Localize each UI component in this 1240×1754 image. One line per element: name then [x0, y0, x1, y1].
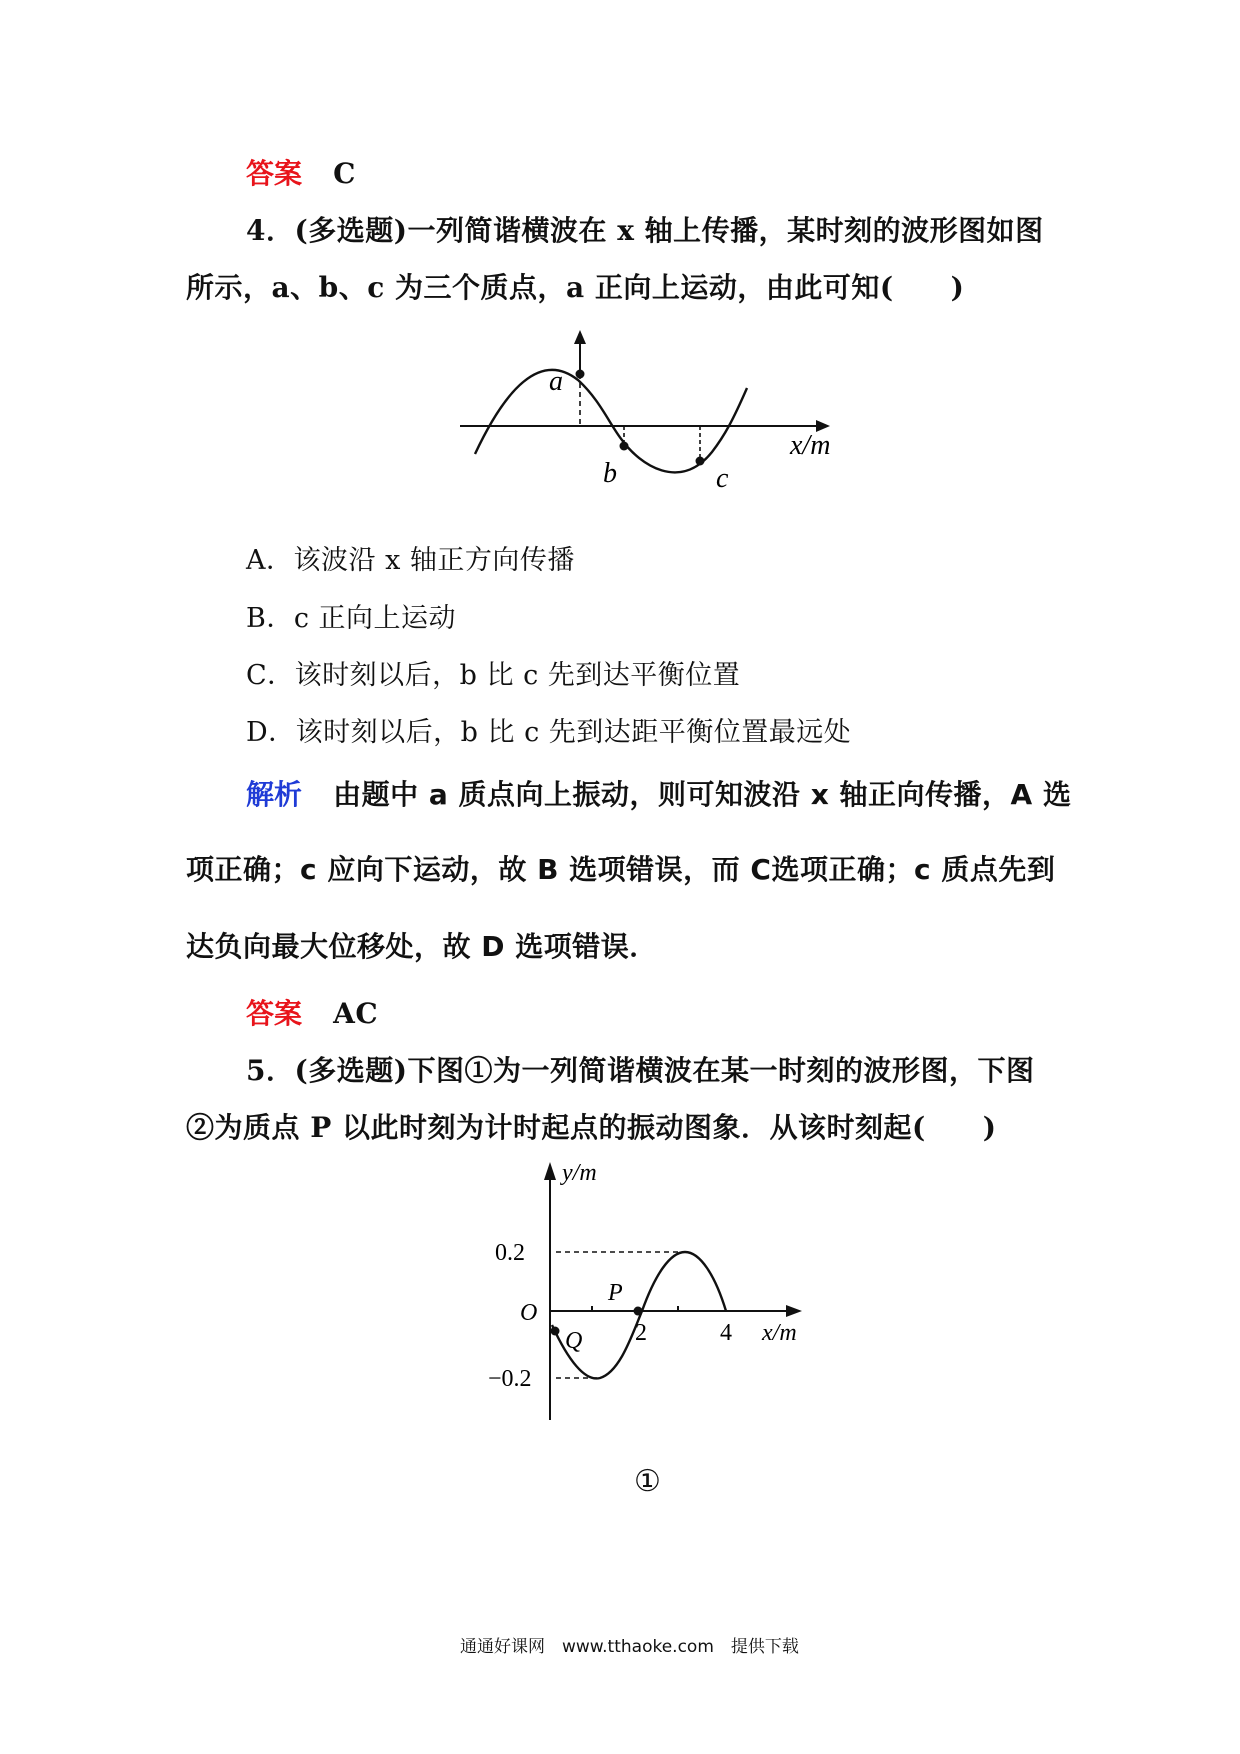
q5-wave-figure: [480, 1160, 840, 1430]
analysis-line3: 达负向最大位移处，故 D 选项错误．: [186, 930, 658, 963]
axis-x-label: x/m: [762, 1320, 797, 1346]
label-q: Q: [565, 1328, 583, 1354]
label-c: c: [716, 463, 729, 494]
label-a: a: [549, 366, 563, 397]
answer-row-1: [246, 152, 356, 192]
x-tick-4: 4: [720, 1320, 732, 1346]
answer-value: AC: [333, 997, 379, 1030]
x-tick-2: 2: [635, 1320, 647, 1346]
y-tick-bottom: −0.2: [488, 1366, 532, 1392]
q5-line2: ②为质点 P 以此时刻为计时起点的振动图象．从该时刻起( ): [186, 1111, 997, 1144]
label-p: P: [608, 1280, 623, 1306]
answer-value: C: [333, 157, 356, 190]
q4-line2: 所示，a、b、c 为三个质点，a 正向上运动，由此可知( ): [186, 271, 965, 304]
q4-line1: 4．(多选题)一列简谐横波在 x 轴上传播，某时刻的波形图如图: [246, 214, 1044, 247]
analysis-label: 解析: [246, 778, 303, 811]
axis-x-label: x/m: [790, 430, 831, 461]
page-footer: 通通好课网 www.tthaoke.com 提供下载: [460, 1637, 799, 1657]
answer-label: 答案: [246, 157, 303, 190]
q4-wave-figure: [450, 330, 850, 520]
q5-line1: 5．(多选题)下图①为一列简谐横波在某一时刻的波形图，下图: [246, 1054, 1035, 1087]
label-b: b: [603, 458, 617, 489]
option-c: C．该时刻以后，b 比 c 先到达平衡位置: [246, 660, 741, 691]
origin-label: O: [520, 1300, 538, 1326]
analysis-row-1: [246, 773, 1071, 813]
answer-label: 答案: [246, 997, 303, 1030]
option-a: A．该波沿 x 轴正方向传播: [246, 545, 575, 576]
analysis-line2: 项正确；c 应向下运动，故 B 选项错误，而 C选项正确；c 质点先到: [186, 853, 1056, 886]
option-b: B．c 正向上运动: [246, 603, 457, 634]
y-tick-top: 0.2: [495, 1240, 525, 1266]
option-d: D．该时刻以后，b 比 c 先到达距平衡位置最远处: [246, 717, 852, 748]
axis-y-label: y/m: [562, 1160, 597, 1186]
analysis-line1: 由题中 a 质点向上振动，则可知波沿 x 轴正向传播，A 选: [333, 778, 1072, 811]
answer-row-2: [246, 992, 378, 1032]
figure-caption: ①: [634, 1464, 661, 1499]
